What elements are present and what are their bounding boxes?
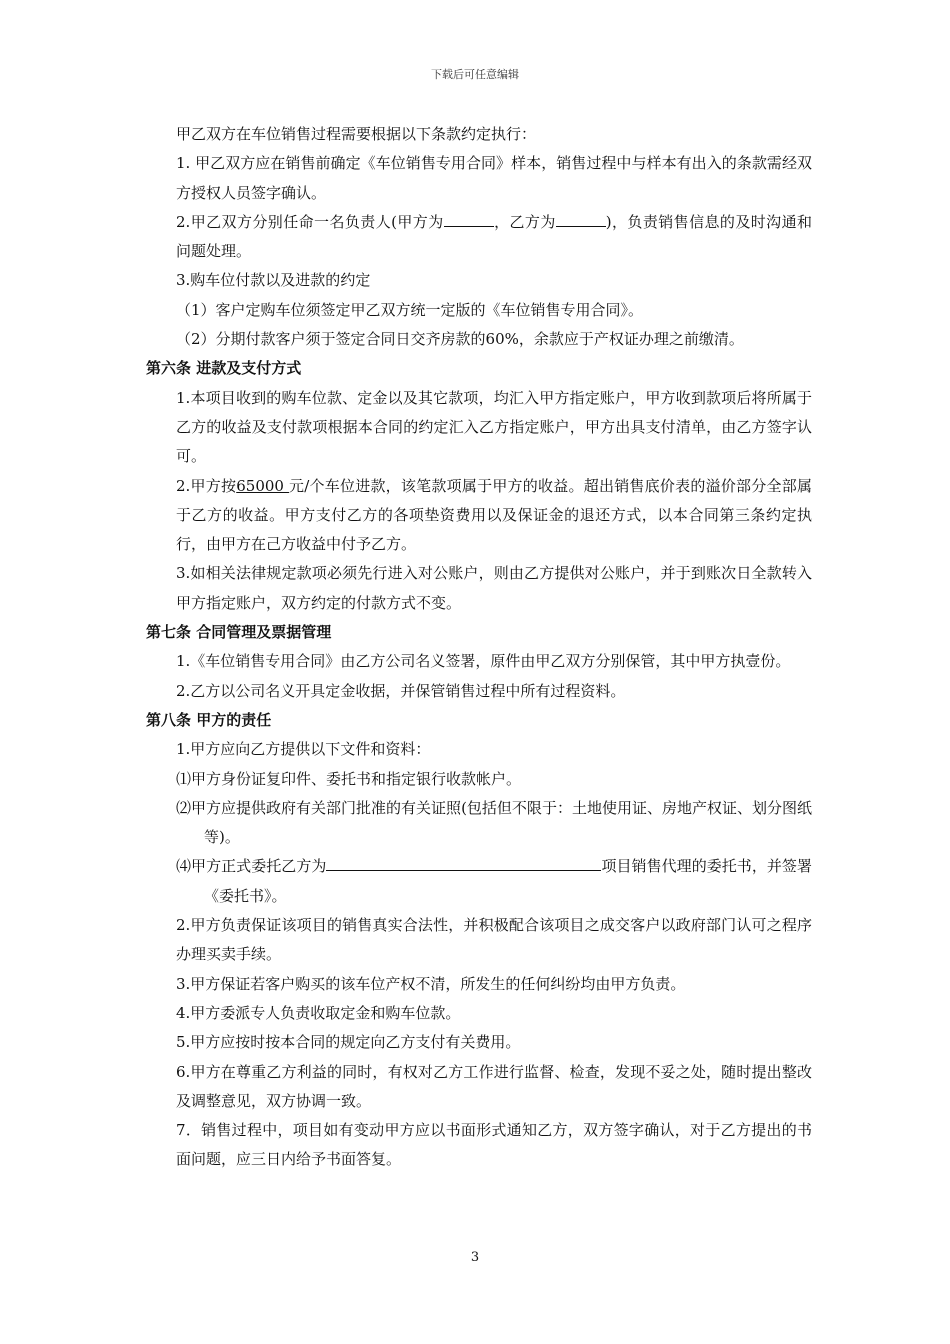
section-8-s4: [146, 852, 812, 911]
section-8-p7: 7．销售过程中，项目如有变动甲方应以书面形式通知乙方，双方签字确认，对于乙方提出的书面问题，应三日内给予书面答复。: [176, 1121, 812, 1169]
blank-project-name: [326, 856, 601, 871]
section-8-p5: 5.甲方应按时按本合同的规定向乙方支付有关费用。: [176, 1033, 521, 1052]
page-number: 3: [470, 1250, 480, 1265]
section-6-title: 第六条 进款及支付方式: [146, 359, 302, 378]
section-8-p4: 4.甲方委派专人负责收取定金和购车位款。: [176, 1003, 461, 1022]
section-7-p1: 1.《车位销售专用合同》由乙方公司名义签署，原件由甲乙双方分别保管，其中甲方执壹份。: [176, 652, 791, 671]
section-6-p2-pre: 2.甲方按: [176, 476, 237, 495]
clause-a3-1: （1）客户定购车位须签定甲乙双方统一定版的《车位销售专用合同》。: [176, 300, 644, 319]
section-8-p3: 3.甲方保证若客户购买的该车位产权不清，所发生的任何纠纷均由甲方负责。: [176, 974, 686, 993]
section-7-title: 第七条 合同管理及票据管理: [146, 623, 332, 642]
header-note: 下载后可任意编辑: [431, 68, 519, 81]
section-6-p1: 1.本项目收到的购车位款、定金以及其它款项，均汇入甲方指定账户，甲方收到款项后将所属于乙方的收益及支付款项根据本合同的约定汇入乙方指定账户，甲方出具支付清单，由乙方签字认可。: [176, 388, 812, 466]
blank-party-b: [556, 212, 606, 227]
section-6-p2-post: 元/个车位进款，该笔款项属于甲方的收益。超出销售底价表的溢价部分全部属于乙方的收益。甲方支付乙方的各项垫资费用以及保证金的退还方式，以本合同第三条约定执行，由甲方在己方收益中付予乙方。: [176, 476, 812, 554]
section-7-p2: 2.乙方以公司名义开具定金收据，并保管销售过程中所有过程资料。: [176, 681, 626, 700]
section-8-p6: 6.甲方在尊重乙方利益的同时，有权对乙方工作进行监督、检查，发现不妥之处，随时提出整改及调整意见，双方协调一致。: [176, 1062, 812, 1110]
section-8-p1: 1.甲方应向乙方提供以下文件和资料：: [176, 740, 431, 759]
clause-a1: 1. 甲乙双方应在销售前确定《车位销售专用合同》样本，销售过程中与样本有出入的条款需经双方授权人员签字确认。: [176, 154, 812, 202]
blank-party-a: [444, 212, 494, 227]
clause-a2-post: )，负责销售信息的及时沟通和问题处理。: [176, 212, 812, 261]
section-6-p2: [146, 472, 812, 560]
section-8-s4-pre: ⑷甲方正式委托乙方为: [176, 857, 327, 876]
clause-a2: [146, 208, 812, 267]
clause-a2-mid: ，乙方为: [493, 212, 556, 231]
section-6-p3: 3.如相关法律规定款项必须先行进入对公账户，则由乙方提供对公账户，并于到账次日全款转入甲方指定账户，双方约定的付款方式不变。: [176, 564, 812, 612]
intro-paragraph: 甲乙双方在车位销售过程需要根据以下条款约定执行：: [176, 125, 537, 143]
price-amount: 65000: [236, 476, 289, 495]
section-8-title: 第八条 甲方的责任: [146, 710, 272, 729]
section-8-s2: ⑵甲方应提供政府有关部门批准的有关证照(包括但不限于：土地使用证、房地产权证、划分图纸等)。: [176, 798, 812, 847]
clause-a3: 3.购车位付款以及进款的约定: [176, 271, 371, 290]
document-body: [146, 120, 812, 1175]
clause-a3-2: （2）分期付款客户须于签定合同日交齐房款的60%，余款应于产权证办理之前缴清。: [176, 330, 744, 349]
section-8-s4-post: 项目销售代理的委托书，并签署《委托书》。: [204, 857, 812, 905]
clause-a2-pre: 2.甲乙双方分别任命一名负责人(甲方为: [176, 212, 444, 231]
section-8-p2: 2.甲方负责保证该项目的销售真实合法性，并积极配合该项目之成交客户以政府部门认可之程序办理买卖手续。: [176, 916, 812, 964]
section-8-s1: ⑴甲方身份证复印件、委托书和指定银行收款帐户。: [176, 769, 522, 788]
